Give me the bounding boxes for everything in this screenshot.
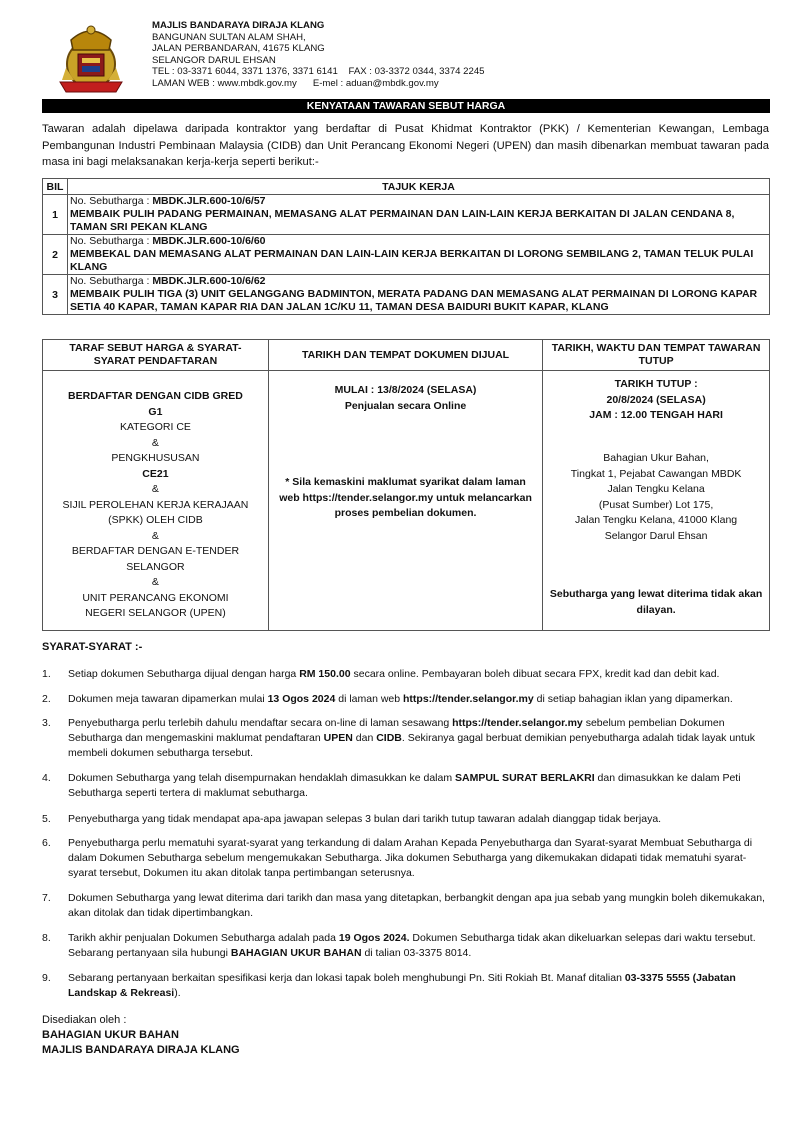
etender-requirement: BERDAFTAR DENGAN E-TENDER SELANGOR [71, 545, 240, 573]
condition-number: 3. [42, 717, 51, 729]
email[interactable]: E-mel : aduan@mbdk.gov.my [312, 77, 439, 89]
sale-note: * Sila kemaskini maklumat syarikat dalam laman web https://tender.selangor.my untuk melancarkan proses pembelian dokumen. [279, 476, 532, 519]
closing-info [543, 377, 769, 424]
cidb-grade: G1 [148, 405, 163, 418]
prepared-by-dept: BAHAGIAN UKUR BAHAN [42, 1029, 179, 1041]
condition-emphasis: RM 150.00 [299, 668, 351, 680]
closing-label: TARIKH TUTUP : [614, 378, 698, 390]
condition-segment: Dokumen Sebutharga tidak akan dikeluarkan selepas dari waktu tersebut. Sebarang pertanyaan sila hubungi [68, 932, 756, 959]
category: KATEGORI CE [119, 421, 191, 433]
address-line: (Pusat Sumber) Lot 175, [598, 498, 714, 511]
table-row [43, 235, 770, 275]
condition-text [68, 771, 768, 801]
condition-emphasis: CIDB [376, 732, 402, 744]
ampersand: & [151, 576, 159, 588]
condition-text [68, 667, 768, 682]
condition-text [68, 716, 768, 761]
ref-label: No. Sebutharga : [70, 275, 153, 287]
address-line: Jalan Tengku Kelana [607, 483, 705, 495]
details-table [42, 339, 770, 631]
condition-segment: Sebarang pertanyaan berkaitan spesifikasi kerja dan lokasi tapak boleh menghubungi Pn. Siti Rokiah Bt. Manaf ditalian [68, 972, 625, 984]
sale-mode: Penjualan secara Online [344, 399, 467, 412]
condition-emphasis: 13 Ogos 2024 [267, 693, 336, 705]
work-cell [68, 235, 770, 275]
condition-number: 6. [42, 837, 51, 849]
condition-text [68, 971, 768, 1001]
row-number: 3 [43, 275, 68, 315]
prepared-by-block [42, 1013, 240, 1058]
work-title: MEMBEKAL DAN MEMASANG ALAT PERMAINAN DAN LAIN-LAIN KERJA BERKAITAN DI LORONG SEMBILANG 2, TAMAN TELUK PULAI KLANG [70, 248, 754, 273]
closing-date: 20/8/2024 (SELASA) [606, 393, 706, 406]
registration-cell [43, 371, 269, 631]
ampersand: & [151, 529, 159, 542]
condition-segment: sebelum pembelian Dokumen Sebutharga dan mengemaskini maklumat pendaftaran [68, 717, 725, 744]
address-line: Jalan Tengku Kelana, 41000 Klang [575, 514, 738, 526]
condition-emphasis: https://tender.selangor.my [403, 693, 534, 705]
web-email-line [152, 78, 485, 90]
row-number: 1 [43, 195, 68, 235]
condition-segment: ). [174, 987, 181, 999]
condition-segment: di setiap bahagian iklan yang dipamerkan. [533, 693, 733, 705]
closing-cell [543, 371, 770, 631]
condition-emphasis: UPEN [323, 732, 353, 744]
condition-text [68, 931, 768, 961]
address-line: JALAN PERBANDARAN, 41675 KLANG [152, 43, 325, 54]
details-row [43, 371, 770, 631]
upen-requirement: UNIT PERANCANG EKONOMI NEGERI SELANGOR (UPEN) [82, 591, 229, 619]
prepared-by-label: Disediakan oleh : [42, 1014, 127, 1026]
condition-number: 4. [42, 772, 51, 784]
late-submission-note: Sebutharga yang lewat diterima tidak akan dilayan. [549, 588, 763, 616]
condition-emphasis: 03-3375 5555 (Jabatan Landskap & Rekreasi [68, 972, 736, 999]
condition-segment: di laman web [335, 693, 404, 705]
registration-header: TARAF SEBUT HARGA & SYARAT-SYARAT PENDAFTARAN [43, 340, 269, 371]
condition-number: 8. [42, 932, 51, 944]
org-name: MAJLIS BANDARAYA DIRAJA KLANG [152, 20, 325, 31]
ref-label: No. Sebutharga : [70, 235, 153, 247]
ampersand: & [151, 483, 159, 495]
condition-segment: dan [352, 732, 377, 744]
bil-header: BIL [43, 179, 68, 195]
condition-segment: Tarikh akhir penjualan Dokumen Sebutharga adalah pada [68, 932, 339, 944]
prepared-by-org: MAJLIS BANDARAYA DIRAJA KLANG [42, 1044, 240, 1056]
registration-requirements [43, 389, 268, 622]
sale-start [269, 383, 542, 414]
condition-segment: Penyebutharga perlu terlebih dahulu mendaftar secara on-line di laman sesawang [68, 717, 453, 729]
condition-text [68, 891, 768, 921]
condition-segment: dan dimasukkan ke dalam Peti Sebutharga seperti tertera di maklumat sebutharga. [68, 772, 741, 799]
ref-number: MBDK.JLR.600-10/6/60 [152, 235, 266, 247]
work-title: MEMBAIK PULIH PADANG PERMAINAN, MEMASANG ALAT PERMAINAN DAN LAIN-LAIN KERJA BERKAITAN DI JALAN CENDANA 8, TAMAN SRI PEKAN KLANG [70, 208, 735, 233]
condition-emphasis: BAHAGIAN UKUR BAHAN [230, 947, 362, 959]
submission-address [543, 451, 769, 544]
condition-segment: Dokumen meja tawaran dipamerkan mulai [68, 693, 268, 705]
work-title-header: TAJUK KERJA [68, 179, 770, 195]
address-line: BANGUNAN SULTAN ALAM SHAH, [152, 31, 306, 43]
phone-numbers: TEL : 03-3371 6044, 3371 1376, 3371 6141 [152, 66, 338, 77]
work-cell [68, 275, 770, 315]
fax-numbers: FAX : 03-3372 0344, 3374 2245 [348, 66, 485, 77]
row-number: 2 [43, 235, 68, 275]
condition-number: 5. [42, 813, 51, 825]
condition-emphasis: SAMPUL SURAT BERLAKRI [455, 772, 595, 784]
condition-segment: Penyebutharga perlu mematuhi syarat-syarat yang terkandung di dalam Arahan Kepada Penyebutharga dan Syarat-syarat Membuat Sebutharga di dalam Dokumen Sebutharga sebelum mengemukakan Sebutharga. Jika dokumen Sebutharga yang dikemukakan didapati tidak mematuhi syarat-syarat tersebut, Dokumen itu akan ditolak tanpa pertimbangan seterusnya. [68, 837, 753, 879]
ref-number: MBDK.JLR.600-10/6/62 [152, 275, 266, 287]
condition-segment: . Sekiranya gagal berbuat demikian penyebutharga adalah tidak layak untuk membeli dokumen sebutharga tersebut. [68, 732, 756, 759]
website[interactable]: LAMAN WEB : www.mbdk.gov.my [152, 77, 297, 89]
notice-title-banner: KENYATAAN TAWARAN SEBUT HARGA [42, 99, 770, 113]
specialisation-label: PENGKHUSUSAN [111, 452, 200, 464]
condition-emphasis: 19 Ogos 2024. [338, 932, 410, 944]
address-line: Selangor Darul Ehsan [604, 529, 708, 542]
condition-number: 9. [42, 972, 51, 984]
mbdk-crest-logo [52, 20, 130, 98]
table-row [43, 275, 770, 315]
works-table [42, 178, 770, 315]
work-title: MEMBAIK PULIH TIGA (3) UNIT GELANGGANG BADMINTON, MERATA PADANG DAN MEMASANG ALAT PERMAINAN DI LORONG KAPAR SETIA 40 KAPAR, TAMAN KAPAR RIA DAN JALAN 1C/KU 11, TAMAN DESA BAIDURI BUKIT KAPAR, KLANG [70, 288, 758, 313]
ampersand: & [151, 436, 159, 449]
address-line: Bahagian Ukur Bahan, [603, 452, 709, 464]
details-table-header [43, 340, 770, 371]
condition-segment: Penyebutharga yang tidak mendapat apa-apa jawapan selepas 3 bulan dari tarikh tutup tawaran adalah dianggap tidak berjaya. [68, 813, 662, 825]
address-line: Tingkat 1, Pejabat Cawangan MBDK [570, 467, 742, 480]
intro-paragraph: Tawaran adalah dipelawa daripada kontraktor yang berdaftar di Pusat Khidmat Kontraktor (PKK) / Kementerian Kewangan, Lembaga Pembangunan Industri Pembinaan Malaysia (CIDB) dan Unit Perancang Ekonomi Negeri (UPEN) dan masih dibenarkan membuat tawaran pada masa ini bagi melaksanakan kerja-kerja seperti berikut:- [42, 123, 769, 169]
ref-label: No. Sebutharga : [70, 195, 153, 207]
condition-segment: Dokumen Sebutharga yang telah disempurnakan hendaklah dimasukkan ke dalam [68, 772, 455, 784]
spkk-requirement: SIJIL PEROLEHAN KERJA KERAJAAN (SPKK) OLEH CIDB [62, 498, 249, 526]
table-row [43, 195, 770, 235]
condition-emphasis: https://tender.selangor.my [452, 717, 583, 729]
document-sale-cell [268, 371, 542, 631]
condition-segment: Dokumen Sebutharga yang lewat diterima dari tarikh dan masa yang ditetapkan, berbangkit dengan apa jua sebab yang mungkin boleh dikemukakan, akan ditolak dan tidak dipertimbangkan. [68, 892, 765, 919]
phone-fax-line [152, 66, 485, 78]
closing-time: JAM : 12.00 TENGAH HARI [589, 409, 723, 421]
condition-segment: secara online. Pembayaran boleh dibuat secara FPX, kredit kad dan debit kad. [350, 668, 720, 680]
document-sale-header: TARIKH DAN TEMPAT DOKUMEN DIJUAL [268, 340, 542, 371]
condition-text [68, 812, 768, 827]
letterhead [152, 20, 485, 89]
condition-text [68, 692, 768, 707]
conditions-title: SYARAT-SYARAT :- [42, 641, 143, 653]
sale-start-date: MULAI : 13/8/2024 (SELASA) [334, 384, 477, 396]
condition-number: 2. [42, 693, 51, 705]
condition-number: 7. [42, 892, 51, 904]
address-line: SELANGOR DARUL EHSAN [152, 54, 276, 66]
condition-number: 1. [42, 668, 51, 680]
cidb-grade-label: BERDAFTAR DENGAN CIDB GRED [68, 390, 243, 402]
work-cell [68, 195, 770, 235]
ref-number: MBDK.JLR.600-10/6/57 [152, 195, 266, 207]
condition-segment: di talian 03-3375 8014. [361, 947, 472, 959]
closing-header: TARIKH, WAKTU DAN TEMPAT TAWARAN TUTUP [543, 340, 770, 371]
condition-text [68, 836, 768, 881]
specialisation-code: CE21 [142, 467, 169, 480]
works-table-header [43, 179, 770, 195]
condition-segment: Setiap dokumen Sebutharga dijual dengan harga [68, 668, 300, 680]
